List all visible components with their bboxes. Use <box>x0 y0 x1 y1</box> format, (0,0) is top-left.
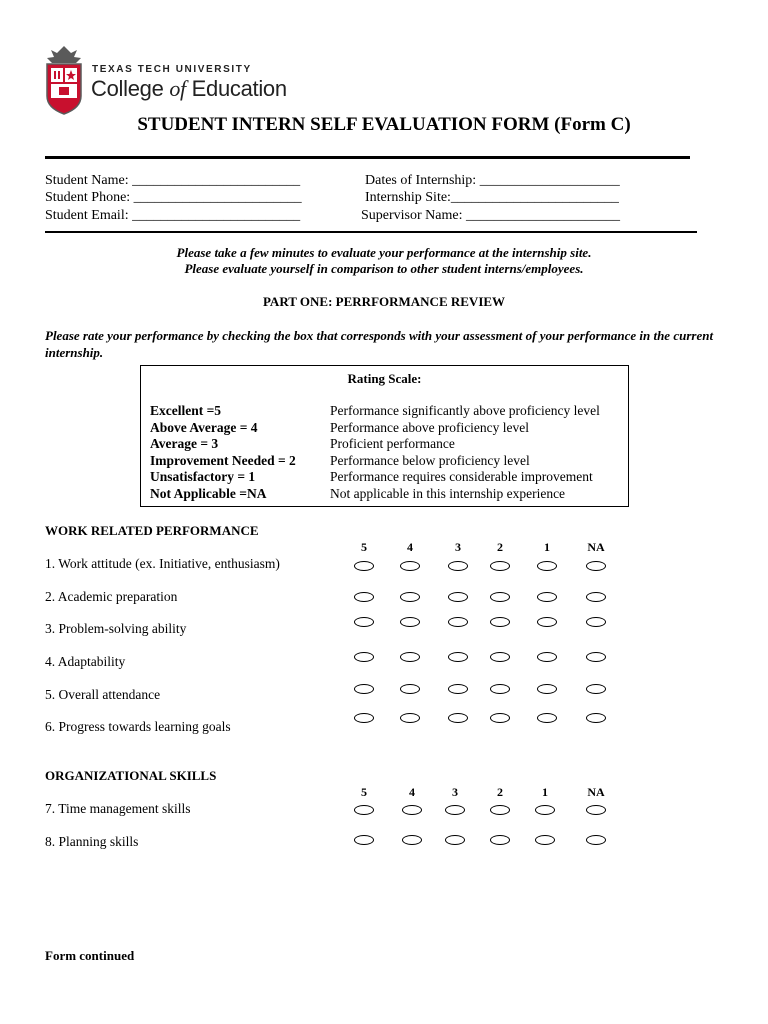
university-seal-icon <box>44 44 84 116</box>
field-left-2[interactable]: Student Email: ________________________ <box>45 208 301 223</box>
rating-column-header: 1 <box>542 785 548 799</box>
rating-option-na[interactable] <box>586 592 606 602</box>
instruction-line-1: Please take a few minutes to evaluate your performance at the internship site. <box>176 245 592 260</box>
rating-option-4[interactable] <box>400 652 420 662</box>
rating-column-header: 5 <box>361 540 367 554</box>
rating-option-2[interactable] <box>490 835 510 845</box>
rating-scale-description: Performance above proficiency level <box>330 419 530 435</box>
rating-option-5[interactable] <box>354 835 374 845</box>
title-divider <box>45 156 690 159</box>
rating-column-header: 2 <box>497 540 503 554</box>
rating-option-2[interactable] <box>490 561 510 571</box>
rating-column-header: NA <box>587 540 605 554</box>
rating-option-5[interactable] <box>354 561 374 571</box>
criterion-label: 8. Planning skills <box>45 834 139 849</box>
rating-option-na[interactable] <box>586 617 606 627</box>
rating-column-header: 1 <box>544 540 550 554</box>
criterion-label: 2. Academic preparation <box>45 589 178 604</box>
rating-option-1[interactable] <box>537 713 557 723</box>
section-heading: ORGANIZATIONAL SKILLS <box>45 768 217 783</box>
rating-option-na[interactable] <box>586 805 606 815</box>
section-heading: WORK RELATED PERFORMANCE <box>45 523 259 538</box>
rating-option-na[interactable] <box>586 835 606 845</box>
rating-option-5[interactable] <box>354 805 374 815</box>
rating-option-3[interactable] <box>448 652 468 662</box>
rating-option-2[interactable] <box>490 684 510 694</box>
rating-option-na[interactable] <box>586 561 606 571</box>
criterion-label: 6. Progress towards learning goals <box>45 719 231 734</box>
rating-scale-label: Average = 3 <box>150 436 219 451</box>
rating-option-4[interactable] <box>400 684 420 694</box>
rating-column-header: NA <box>587 785 605 799</box>
criterion-label: 1. Work attitude (ex. Initiative, enthusiasm) <box>45 556 280 571</box>
rating-scale-label: Unsatisfactory = 1 <box>150 469 256 484</box>
rating-option-1[interactable] <box>537 561 557 571</box>
rating-column-header: 3 <box>455 540 461 554</box>
criterion-label: 4. Adaptability <box>45 654 126 669</box>
rating-scale-label: Not Applicable =NA <box>150 485 267 501</box>
rating-column-header: 2 <box>497 785 503 799</box>
college-logo <box>44 44 304 116</box>
field-right-1[interactable]: Internship Site:________________________ <box>365 190 619 205</box>
part-one-heading: PART ONE: PERRFORMANCE REVIEW <box>262 294 506 309</box>
rating-option-5[interactable] <box>354 652 374 662</box>
rating-option-1[interactable] <box>537 617 557 627</box>
rating-option-4[interactable] <box>402 835 422 845</box>
field-right-0[interactable]: Dates of Internship: ____________________ <box>365 173 620 188</box>
rating-option-1[interactable] <box>535 835 555 845</box>
rating-option-3[interactable] <box>445 835 465 845</box>
rating-option-1[interactable] <box>537 684 557 694</box>
form-title: STUDENT INTERN SELF EVALUATION FORM (Form C) <box>137 114 631 135</box>
rating-option-1[interactable] <box>535 805 555 815</box>
rating-column-header: 4 <box>409 785 415 799</box>
criterion-label: 5. Overall attendance <box>45 687 161 702</box>
rating-scale-description: Performance significantly above proficiency level <box>330 403 600 418</box>
rating-scale-heading: Rating Scale: <box>347 371 422 386</box>
rating-option-5[interactable] <box>354 713 374 723</box>
rating-option-2[interactable] <box>490 617 510 627</box>
rating-option-2[interactable] <box>490 652 510 662</box>
rating-option-4[interactable] <box>402 805 422 815</box>
rating-option-3[interactable] <box>448 561 468 571</box>
rating-option-na[interactable] <box>586 684 606 694</box>
form-continued-note: Form continued <box>45 948 135 963</box>
rating-option-1[interactable] <box>537 592 557 602</box>
rating-option-1[interactable] <box>537 652 557 662</box>
rating-scale-label: Improvement Needed = 2 <box>150 452 296 468</box>
rating-option-2[interactable] <box>490 805 510 815</box>
rating-option-3[interactable] <box>448 617 468 627</box>
rating-option-5[interactable] <box>354 617 374 627</box>
rating-column-header: 4 <box>407 540 413 554</box>
field-right-2[interactable]: Supervisor Name: ______________________ <box>361 208 620 223</box>
rating-option-4[interactable] <box>400 592 420 602</box>
rating-scale-description: Performance below proficiency level <box>330 452 530 468</box>
college-name: College of Education <box>91 76 287 101</box>
rating-column-header: 5 <box>361 785 367 799</box>
rating-option-na[interactable] <box>586 713 606 723</box>
rating-column-header: 3 <box>452 785 458 799</box>
rating-option-na[interactable] <box>586 652 606 662</box>
rating-option-5[interactable] <box>354 592 374 602</box>
rating-scale-description: Proficient performance <box>330 436 455 451</box>
rating-option-3[interactable] <box>448 592 468 602</box>
field-left-0[interactable]: Student Name: ________________________ <box>45 173 301 188</box>
university-name: TEXAS TECH UNIVERSITY <box>92 64 252 75</box>
rating-option-3[interactable] <box>445 805 465 815</box>
rating-scale-label: Excellent =5 <box>150 403 222 418</box>
rating-scale-description: Not applicable in this internship experience <box>330 485 566 501</box>
rating-option-2[interactable] <box>490 713 510 723</box>
part-one-instructions: Please rate your performance by checking the box that corresponds with your assessment of your performance in the current internship. <box>45 328 714 360</box>
rating-option-4[interactable] <box>400 561 420 571</box>
fields-divider <box>45 231 697 233</box>
rating-option-5[interactable] <box>354 684 374 694</box>
rating-option-4[interactable] <box>400 713 420 723</box>
instruction-line-2: Please evaluate yourself in comparison to other student interns/employees. <box>184 261 584 276</box>
rating-scale-label: Above Average = 4 <box>150 419 258 435</box>
criterion-label: 7. Time management skills <box>45 801 191 816</box>
rating-scale-description: Performance requires considerable improvement <box>330 469 593 484</box>
rating-option-2[interactable] <box>490 592 510 602</box>
rating-option-3[interactable] <box>448 713 468 723</box>
criterion-label: 3. Problem-solving ability <box>45 621 187 636</box>
rating-option-4[interactable] <box>400 617 420 627</box>
rating-scale-box <box>140 365 629 507</box>
rating-option-3[interactable] <box>448 684 468 694</box>
field-left-1[interactable]: Student Phone: ________________________ <box>45 190 302 205</box>
